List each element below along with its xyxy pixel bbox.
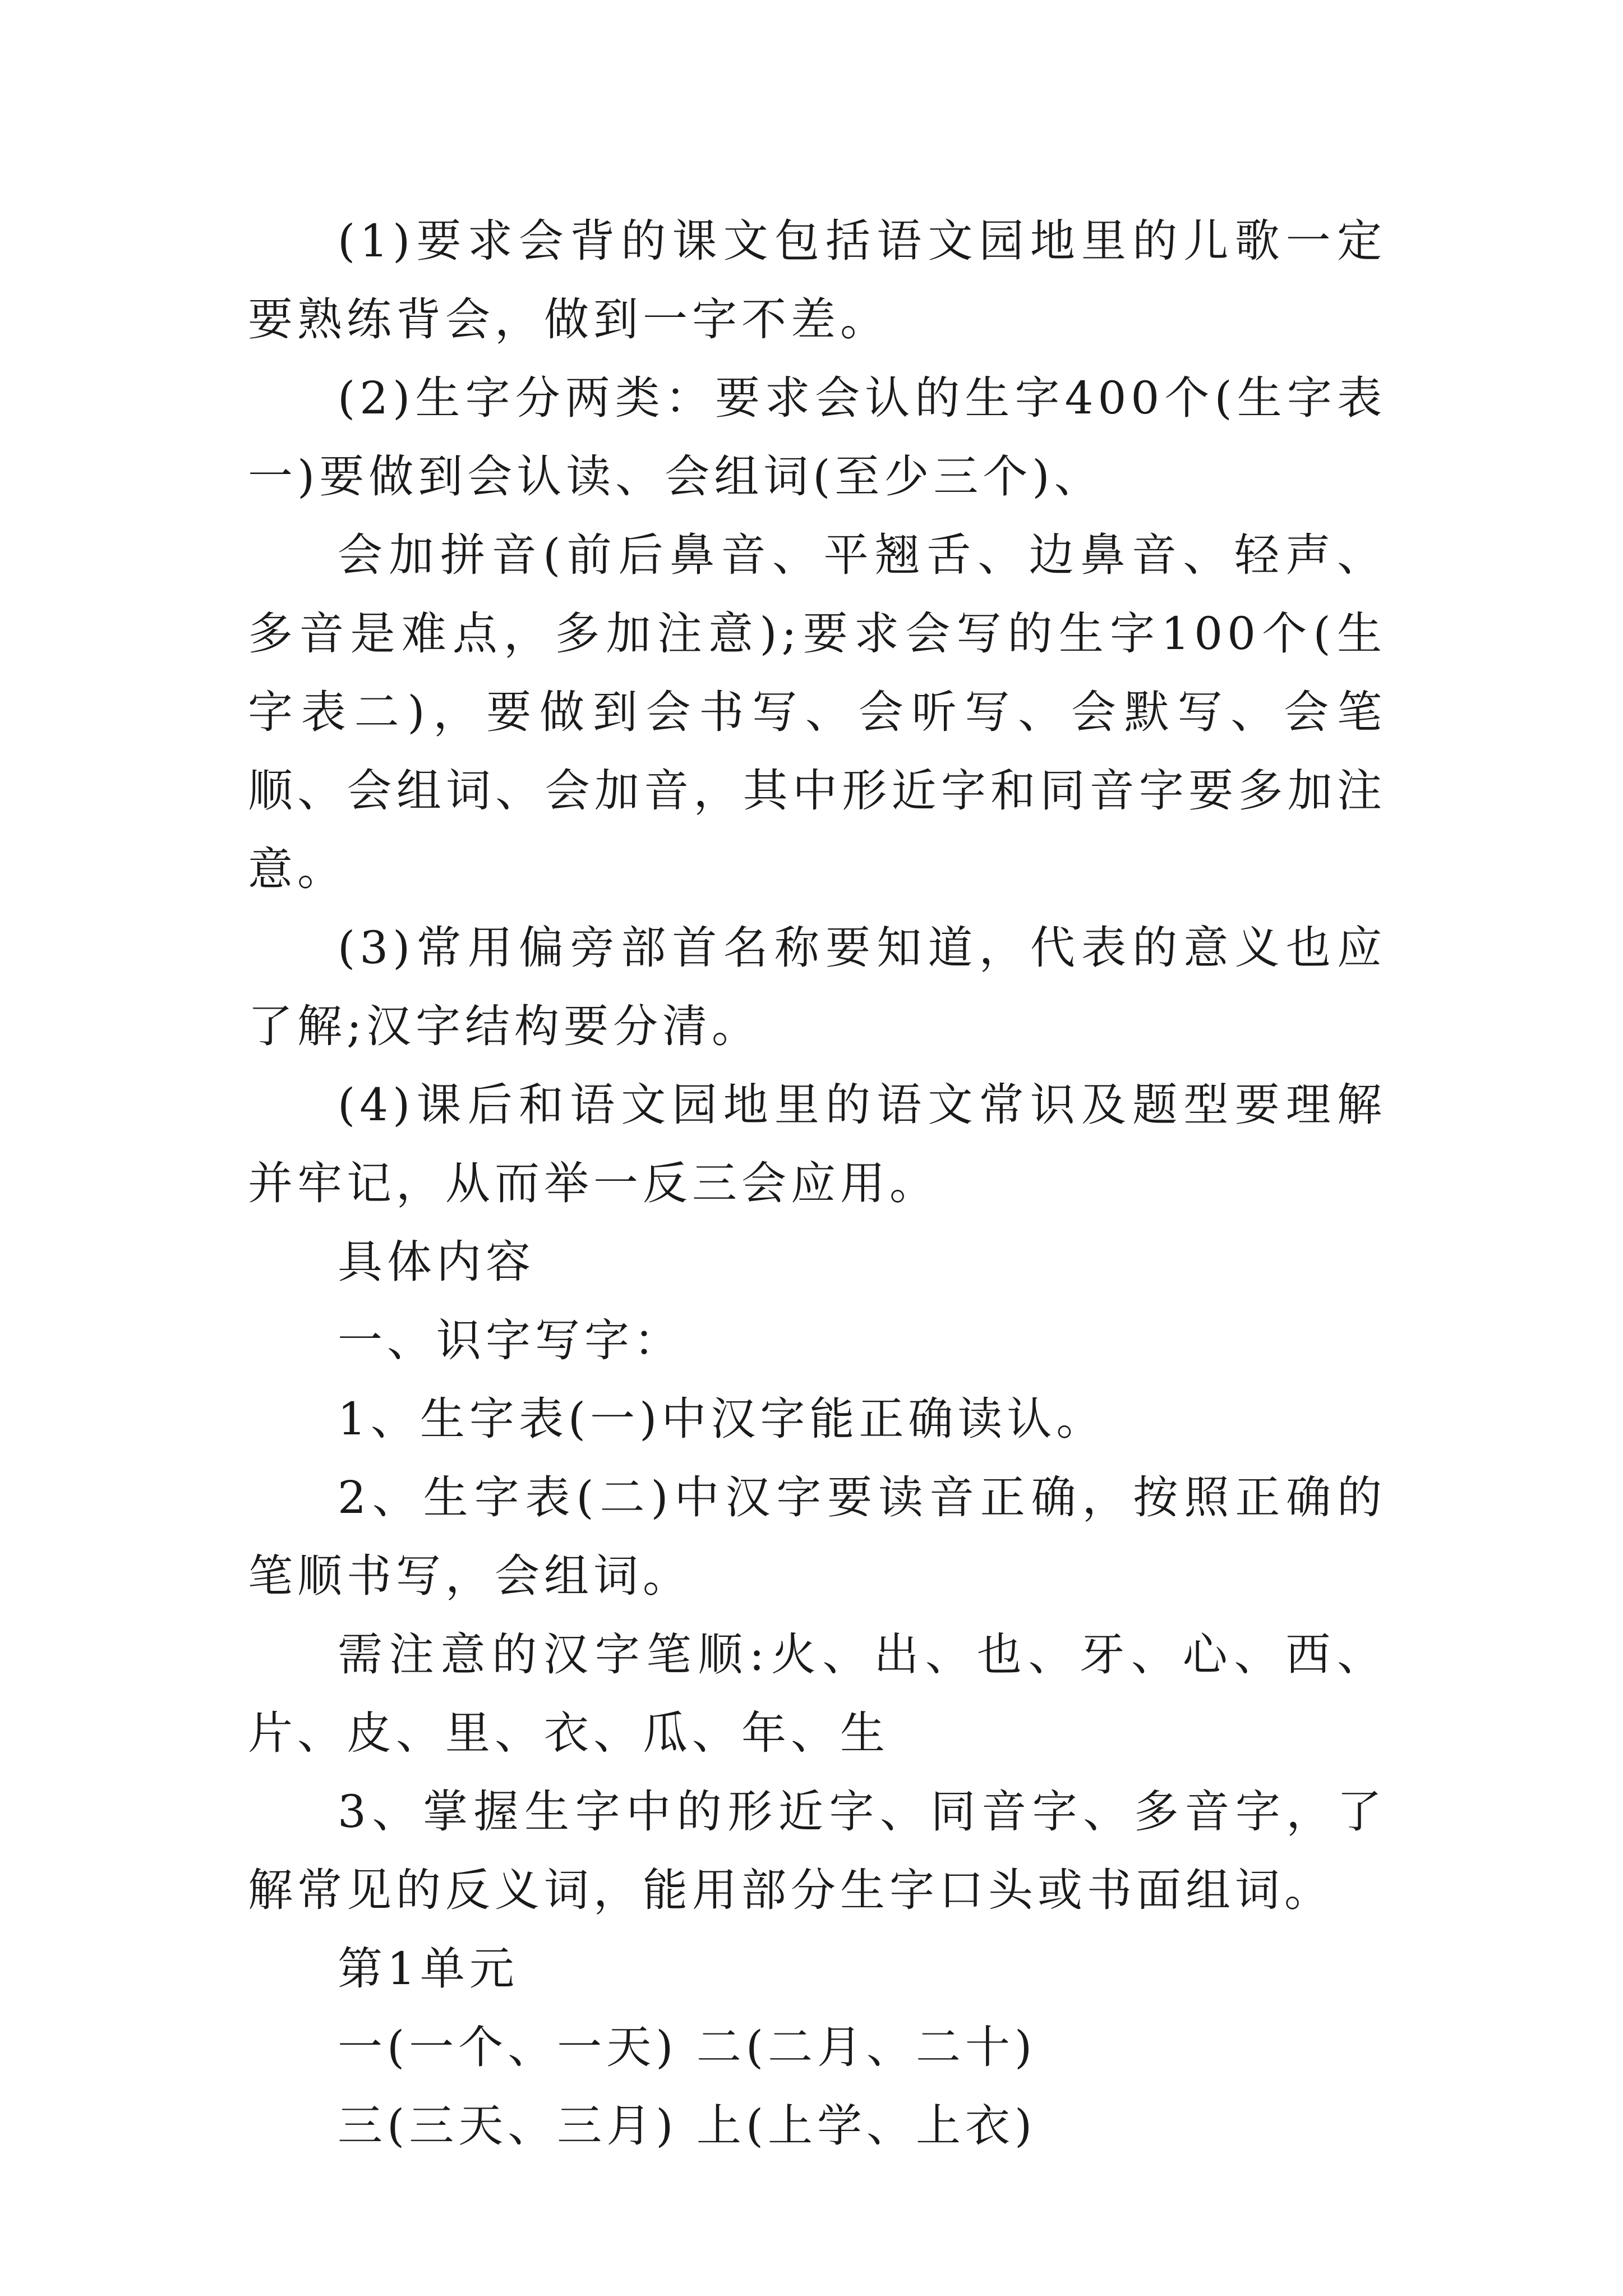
paragraph-stroke-order-notes: 需注意的汉字笔顺:火、出、也、牙、心、西、片、皮、里、衣、瓜、年、生 [248,1628,1386,1759]
section-heading-literacy-writing: 一、识字写字： [338,1314,683,1366]
paragraph-recitation-requirement: (1)要求会背的课文包括语文园地里的儿歌一定要熟练背会，做到一字不差。 [248,215,1386,346]
document-body [248,202,1386,2165]
word-examples-line-two: 三(三天、三月) 上(上学、上衣) [338,2100,1037,2152]
paragraph-character-categories: (2)生字分两类：要求会认的生字400个(生字表一)要做到会认读、会组词(至少三个)、 [248,372,1386,503]
unit-heading: 第1单元 [338,1943,519,1995]
paragraph-radicals: (3)常用偏旁部首名称要知道，代表的意义也应了解;汉字结构要分清。 [248,922,1386,1052]
section-heading-specific-content: 具体内容 [338,1236,535,1288]
list-item-character-table-one: 1、生字表(一)中汉字能正确读认。 [338,1393,1106,1445]
list-item-character-table-two: 2、生字表(二)中汉字要读音正确，按照正确的笔顺书写，会组词。 [248,1471,1386,1602]
paragraph-pinyin-requirement: 会加拼音(前后鼻音、平翘舌、边鼻音、轻声、多音是难点，多加注意);要求会写的生字100个(生字表二)，要做到会书写、会听写、会默写、会笔顺、会组词、会加音，其中形近字和同音字要多加注意。 [248,529,1386,895]
list-item-similar-characters: 3、掌握生字中的形近字、同音字、多音字，了解常见的反义词，能用部分生字口头或书面组词。 [248,1786,1386,1916]
word-examples-line-one: 一(一个、一天) 二(二月、二十) [338,2021,1037,2073]
paragraph-language-knowledge: (4)课后和语文园地里的语文常识及题型要理解并牢记，从而举一反三会应用。 [248,1079,1386,1209]
